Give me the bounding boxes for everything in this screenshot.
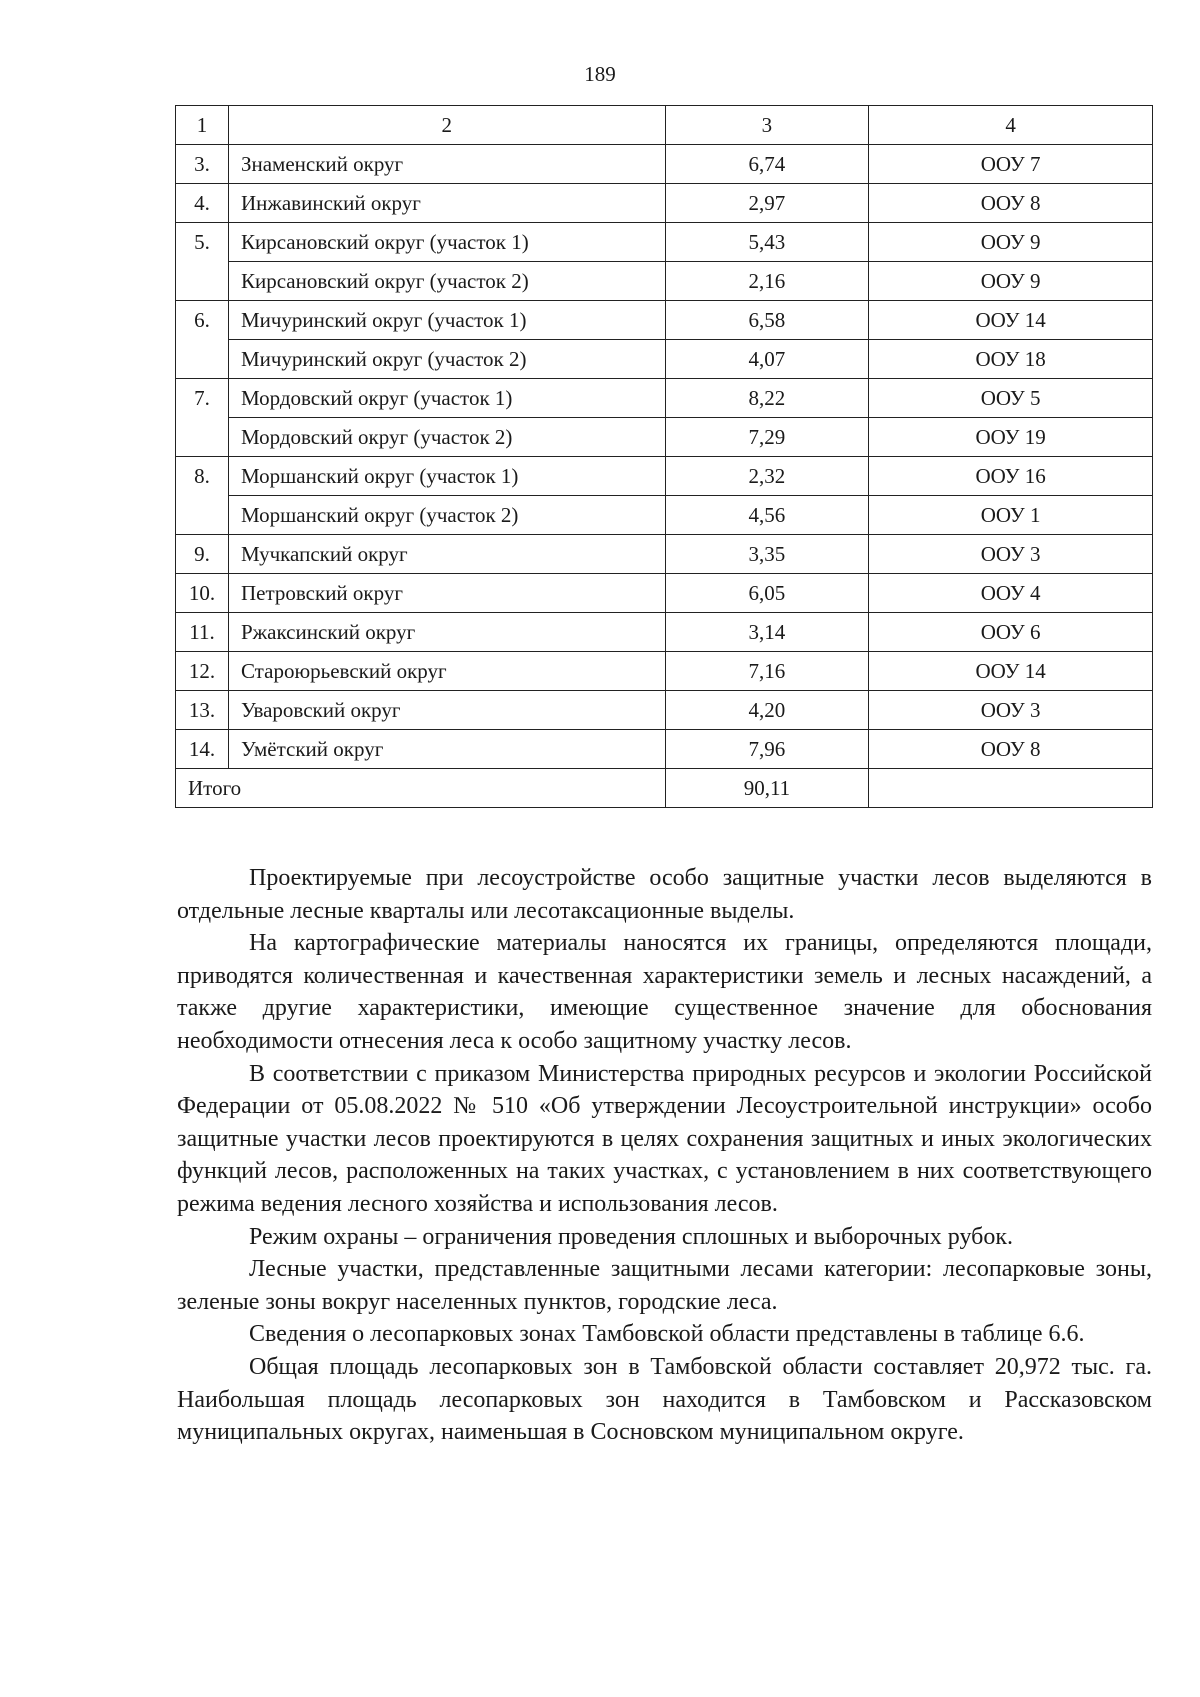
table-row xyxy=(176,184,1153,223)
row-number: 6. xyxy=(176,301,229,340)
zone-code: ООУ 4 xyxy=(869,574,1153,613)
zone-code: ООУ 18 xyxy=(869,340,1153,379)
district-name: Уваровский округ xyxy=(228,691,665,730)
district-area-table xyxy=(175,105,1153,808)
row-number: 9. xyxy=(176,535,229,574)
district-name: Умётский округ xyxy=(228,730,665,769)
table-row xyxy=(176,496,1153,535)
zone-code: ООУ 19 xyxy=(869,418,1153,457)
table-row xyxy=(176,262,1153,301)
row-number xyxy=(176,340,229,379)
body-text xyxy=(177,862,1152,1449)
zone-code: ООУ 7 xyxy=(869,145,1153,184)
district-name: Мичуринский округ (участок 1) xyxy=(228,301,665,340)
table-row xyxy=(176,379,1153,418)
district-name: Моршанский округ (участок 2) xyxy=(228,496,665,535)
area-value: 6,05 xyxy=(665,574,869,613)
area-value: 4,07 xyxy=(665,340,869,379)
row-number: 8. xyxy=(176,457,229,496)
paragraph: Сведения о лесопарковых зонах Тамбовской области представлены в таблице 6.6. xyxy=(249,1321,1085,1348)
district-name: Знаменский округ xyxy=(228,145,665,184)
row-number xyxy=(176,418,229,457)
paragraph: Лесные участки, представленные защитными лесами категории: лесопарковые зоны, зеленые зоны вокруг населенных пунктов, городские леса. xyxy=(177,1256,1152,1315)
row-number: 5. xyxy=(176,223,229,262)
row-number: 10. xyxy=(176,574,229,613)
zone-code: ООУ 14 xyxy=(869,301,1153,340)
page-number: 189 xyxy=(584,62,616,86)
table-header-row xyxy=(176,106,1153,145)
district-name: Кирсановский округ (участок 1) xyxy=(228,223,665,262)
area-value: 6,74 xyxy=(665,145,869,184)
area-value: 6,58 xyxy=(665,301,869,340)
district-name: Ржаксинский округ xyxy=(228,613,665,652)
area-value: 7,16 xyxy=(665,652,869,691)
zone-code: ООУ 9 xyxy=(869,262,1153,301)
area-value: 8,22 xyxy=(665,379,869,418)
row-number xyxy=(176,262,229,301)
zone-code: ООУ 8 xyxy=(869,184,1153,223)
zone-code: ООУ 16 xyxy=(869,457,1153,496)
row-number: 12. xyxy=(176,652,229,691)
row-number: 7. xyxy=(176,379,229,418)
district-name: Мичуринский округ (участок 2) xyxy=(228,340,665,379)
area-value: 5,43 xyxy=(665,223,869,262)
header-col-2: 2 xyxy=(228,106,665,145)
area-value: 2,32 xyxy=(665,457,869,496)
paragraph: Режим охраны – ограничения проведения сплошных и выборочных рубок. xyxy=(249,1223,1014,1250)
table-row xyxy=(176,535,1153,574)
row-number: 11. xyxy=(176,613,229,652)
zone-code: ООУ 9 xyxy=(869,223,1153,262)
district-name: Мучкапский округ xyxy=(228,535,665,574)
row-number: 4. xyxy=(176,184,229,223)
header-col-3: 3 xyxy=(665,106,869,145)
total-code xyxy=(869,769,1153,808)
district-name: Моршанский округ (участок 1) xyxy=(228,457,665,496)
header-col-4: 4 xyxy=(869,106,1153,145)
paragraph: Общая площадь лесопарковых зон в Тамбовской области составляет 20,972 тыс. га. Наибольшая площадь лесопарковых зон находится в Тамбовском и Рассказовском муниципальных округах, наименьшая в Сосновском муниципальном округе. xyxy=(177,1353,1152,1446)
row-number xyxy=(176,496,229,535)
table-row xyxy=(176,145,1153,184)
zone-code: ООУ 3 xyxy=(869,535,1153,574)
zone-code: ООУ 8 xyxy=(869,730,1153,769)
table-row xyxy=(176,691,1153,730)
district-name: Мордовский округ (участок 1) xyxy=(228,379,665,418)
table-row xyxy=(176,652,1153,691)
table-row xyxy=(176,340,1153,379)
zone-code: ООУ 1 xyxy=(869,496,1153,535)
table-row xyxy=(176,223,1153,262)
area-value: 2,97 xyxy=(665,184,869,223)
table-total-row xyxy=(176,769,1153,808)
total-label: Итого xyxy=(176,769,666,808)
row-number: 13. xyxy=(176,691,229,730)
total-value: 90,11 xyxy=(665,769,869,808)
table-row xyxy=(176,301,1153,340)
district-name: Кирсановский округ (участок 2) xyxy=(228,262,665,301)
paragraph: Проектируемые при лесоустройстве особо защитные участки лесов выделяются в отдельные лесные кварталы или лесотаксационные выделы. xyxy=(177,865,1152,924)
table-row xyxy=(176,418,1153,457)
district-name: Инжавинский округ xyxy=(228,184,665,223)
zone-code: ООУ 5 xyxy=(869,379,1153,418)
header-col-1: 1 xyxy=(176,106,229,145)
paragraph: В соответствии с приказом Министерства природных ресурсов и экологии Российской Федерации от 05.08.2022 № 510 «Об утверждении Лесоустроительной инструкции» особо защитные участки лесов проектируются в целях сохранения защитных и иных экологических функций лесов, расположенных на таких участках, с установлением в них соответствующего режима ведения лесного хозяйства и использования лесов. xyxy=(177,1060,1152,1217)
zone-code: ООУ 3 xyxy=(869,691,1153,730)
zone-code: ООУ 6 xyxy=(869,613,1153,652)
district-name: Мордовский округ (участок 2) xyxy=(228,418,665,457)
table-row xyxy=(176,457,1153,496)
district-name: Староюрьевский округ xyxy=(228,652,665,691)
area-value: 3,35 xyxy=(665,535,869,574)
area-value: 3,14 xyxy=(665,613,869,652)
zone-code: ООУ 14 xyxy=(869,652,1153,691)
paragraph: На картографические материалы наносятся их границы, определяются площади, приводятся количественная и качественная характеристики земель и лесных насаждений, а также другие характеристики, имеющие существенное значение для обоснования необходимости отнесения леса к особо защитному участку лесов. xyxy=(177,930,1152,1054)
area-value: 4,56 xyxy=(665,496,869,535)
row-number: 14. xyxy=(176,730,229,769)
table-row xyxy=(176,574,1153,613)
area-value: 7,29 xyxy=(665,418,869,457)
area-value: 7,96 xyxy=(665,730,869,769)
table-row xyxy=(176,613,1153,652)
table-row xyxy=(176,730,1153,769)
row-number: 3. xyxy=(176,145,229,184)
area-value: 2,16 xyxy=(665,262,869,301)
area-value: 4,20 xyxy=(665,691,869,730)
district-name: Петровский округ xyxy=(228,574,665,613)
